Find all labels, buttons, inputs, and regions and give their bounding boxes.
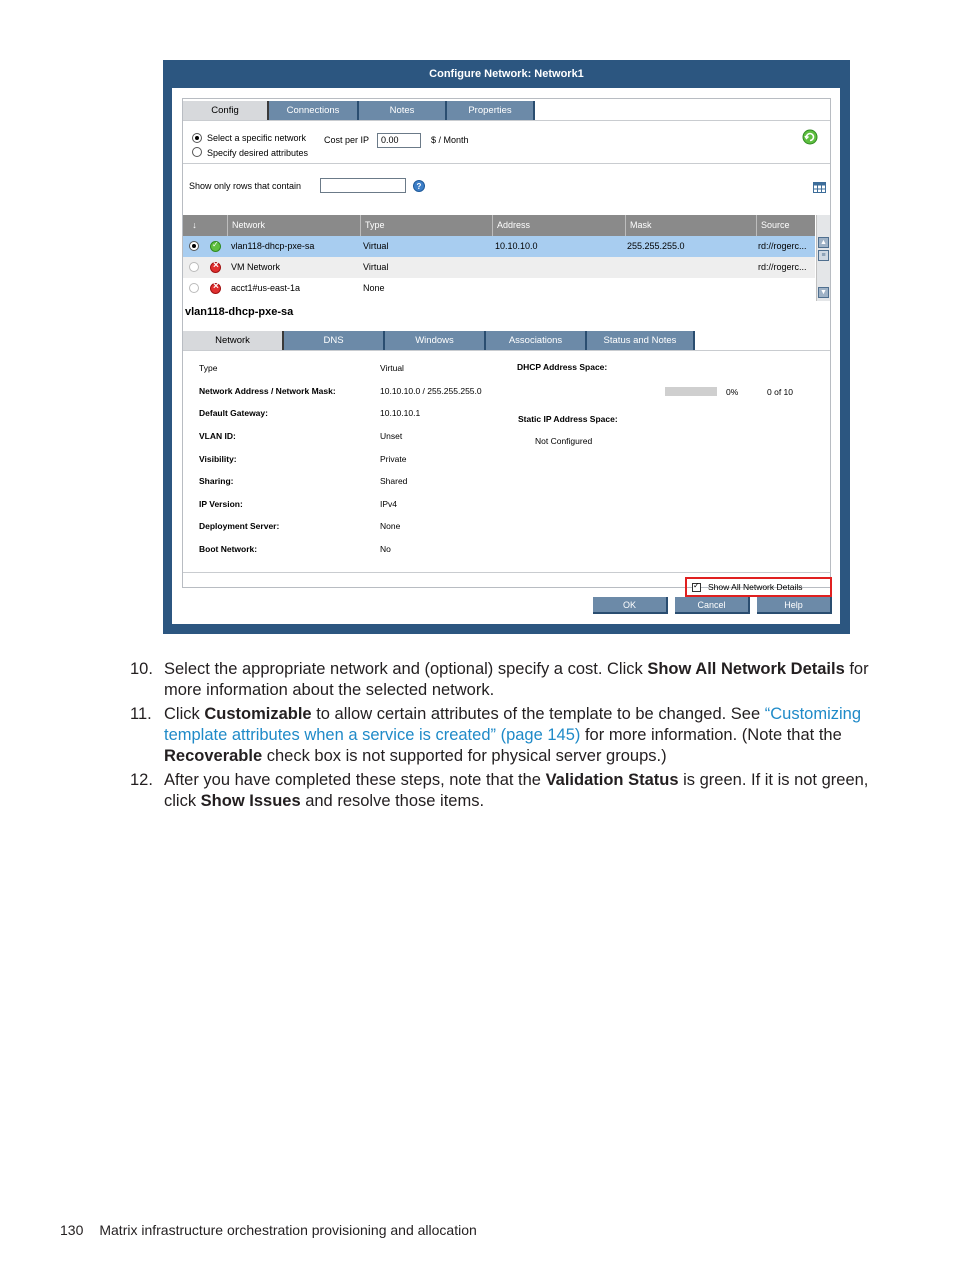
cell-type: Virtual (363, 241, 389, 251)
prop-label-ip-version: IP Version: (199, 499, 243, 509)
table-row[interactable] (183, 236, 815, 257)
dhcp-count: 0 of 10 (767, 387, 793, 397)
prop-value-ip-version: IPv4 (380, 499, 398, 509)
tab-properties[interactable]: Properties (447, 101, 535, 120)
divider (183, 163, 830, 164)
grid-scrollbar[interactable] (816, 215, 830, 301)
cancel-button[interactable]: Cancel (675, 597, 750, 614)
cost-per-ip-label: Cost per IP (324, 135, 370, 145)
tab-status-and-notes[interactable]: Status and Notes (587, 331, 695, 350)
cell-mask (627, 278, 755, 299)
table-row[interactable] (183, 278, 815, 299)
filter-input[interactable] (320, 178, 406, 193)
static-label: Static IP Address Space: (518, 414, 618, 424)
grid-header (183, 215, 815, 236)
page-footer (60, 1222, 477, 1238)
show-all-network-details-checkbox[interactable] (685, 577, 832, 597)
sort-icon[interactable]: ↓ (192, 220, 197, 230)
scroll-down-icon[interactable]: ▼ (818, 287, 829, 298)
step-text: and resolve those items. (300, 792, 485, 810)
column-address[interactable]: Address (492, 215, 625, 236)
help-icon[interactable] (413, 180, 425, 192)
status-error-icon (210, 262, 221, 273)
step-text: to allow certain attributes of the template to be changed. See (311, 705, 765, 723)
config-panel (182, 98, 831, 592)
step-number: 10. (130, 660, 153, 678)
filter-label: Show only rows that contain (189, 181, 302, 191)
step-emphasis: Recoverable (164, 747, 263, 765)
tab-config[interactable]: Config (183, 101, 269, 120)
column-source[interactable]: Source (756, 215, 815, 236)
select-specific-network-label: Select a specific network (207, 133, 307, 143)
cell-network: vlan118-dhcp-pxe-sa (231, 241, 315, 251)
table-options-icon[interactable] (813, 182, 826, 193)
prop-value-boot-network: No (380, 544, 391, 554)
page-number: 130 (60, 1222, 84, 1238)
cell-type: None (363, 283, 385, 293)
cell-address: 10.10.10.0 (495, 241, 538, 251)
detail-title: vlan118-dhcp-pxe-sa (185, 306, 294, 318)
tab-network[interactable]: Network (183, 331, 284, 350)
divider (183, 120, 830, 121)
scroll-thumb[interactable]: ≡ (818, 250, 829, 261)
step-item (130, 770, 870, 812)
tab-dns[interactable]: DNS (284, 331, 385, 350)
dhcp-progress-bar (665, 387, 717, 396)
row-select-radio[interactable] (189, 241, 199, 251)
prop-label-gateway: Default Gateway: (199, 408, 268, 418)
svg-text:?: ? (416, 182, 422, 191)
step-number: 11. (130, 705, 152, 723)
cell-source: rd://rogerc... (758, 262, 807, 272)
step-emphasis: Show All Network Details (647, 660, 845, 678)
cost-per-ip-input[interactable]: 0.00 (377, 133, 421, 148)
prop-label-sharing: Sharing: (199, 476, 234, 486)
row-select-radio[interactable] (189, 262, 199, 272)
cell-mask (627, 257, 755, 278)
checkbox-checked-icon[interactable] (692, 583, 701, 592)
cell-source (758, 278, 815, 299)
cost-unit-label: $ / Month (431, 135, 469, 145)
column-mask[interactable]: Mask (625, 215, 756, 236)
tab-connections[interactable]: Connections (269, 101, 359, 120)
status-error-icon (210, 283, 221, 294)
cross-reference-link[interactable]: “Customizing template attributes when a service is created” (page 145) (164, 705, 862, 744)
dhcp-percent: 0% (726, 387, 739, 397)
prop-label-deployment-server: Deployment Server: (199, 521, 280, 531)
step-emphasis: Show Issues (200, 792, 301, 810)
footer-title: Matrix infrastructure orchestration provisioning and allocation (99, 1222, 477, 1238)
prop-value-deployment-server: None (380, 521, 401, 531)
step-text: for more information. (Note that the (580, 726, 842, 744)
network-grid (183, 215, 830, 301)
cell-network: acct1#us-east-1a (231, 283, 301, 293)
step-item (130, 659, 870, 701)
prop-value-gateway: 10.10.10.1 (380, 408, 421, 418)
prop-label-type: Type (199, 363, 218, 373)
prop-label-vlan: VLAN ID: (199, 431, 236, 441)
step-text: Select the appropriate network and (optional) specify a cost. Click (164, 660, 648, 678)
help-button[interactable]: Help (757, 597, 832, 614)
dhcp-label: DHCP Address Space: (517, 362, 608, 372)
step-item (130, 704, 870, 767)
prop-value-address: 10.10.10.0 / 255.255.255.0 (380, 386, 482, 396)
cell-address (495, 257, 623, 278)
prop-value-vlan: Unset (380, 431, 403, 441)
static-value: Not Configured (535, 436, 593, 446)
step-number: 12. (130, 771, 153, 789)
step-emphasis: Customizable (204, 705, 312, 723)
network-properties (183, 350, 830, 572)
tab-windows[interactable]: Windows (385, 331, 486, 350)
tab-notes[interactable]: Notes (359, 101, 447, 120)
column-type[interactable]: Type (360, 215, 492, 236)
prop-label-address: Network Address / Network Mask: (199, 386, 336, 396)
show-all-label: Show All Network Details (708, 582, 803, 592)
configure-network-screenshot (163, 60, 850, 634)
specify-attributes-radio[interactable] (192, 147, 202, 157)
divider (183, 572, 830, 573)
prop-value-visibility: Private (380, 454, 407, 464)
cell-source: rd://rogerc... (758, 241, 807, 251)
scroll-up-icon[interactable]: ▲ (818, 237, 829, 248)
step-text: After you have completed these steps, note that the (164, 771, 546, 789)
detail-tabs (183, 329, 830, 351)
step-text: check box is not supported for physical server groups.) (262, 747, 667, 765)
prop-value-type: Virtual (380, 363, 404, 373)
refresh-icon[interactable] (802, 129, 818, 145)
select-specific-network-radio[interactable] (192, 133, 202, 143)
cell-mask: 255.255.255.0 (627, 241, 685, 251)
ok-button[interactable]: OK (593, 597, 668, 614)
dialog-window (172, 88, 840, 624)
procedure-steps (130, 659, 870, 815)
step-text: Click (164, 705, 205, 723)
row-select-radio[interactable] (189, 283, 199, 293)
tab-associations[interactable]: Associations (486, 331, 587, 350)
status-ok-icon (210, 241, 221, 252)
column-network[interactable]: Network (227, 215, 360, 236)
prop-label-boot-network: Boot Network: (199, 544, 258, 554)
step-text: is green. If it is not green, click (164, 771, 869, 810)
step-emphasis: Validation Status (545, 771, 679, 789)
dialog-title: Configure Network: Network1 (429, 68, 584, 80)
cell-type: Virtual (363, 262, 389, 272)
specify-attributes-label: Specify desired attributes (207, 148, 309, 158)
cell-network: VM Network (231, 262, 281, 272)
cell-address (495, 278, 623, 299)
prop-value-sharing: Shared (380, 476, 408, 486)
step-text: for more information about the selected network. (164, 660, 869, 699)
table-row[interactable] (183, 257, 815, 278)
prop-label-visibility: Visibility: (199, 454, 237, 464)
